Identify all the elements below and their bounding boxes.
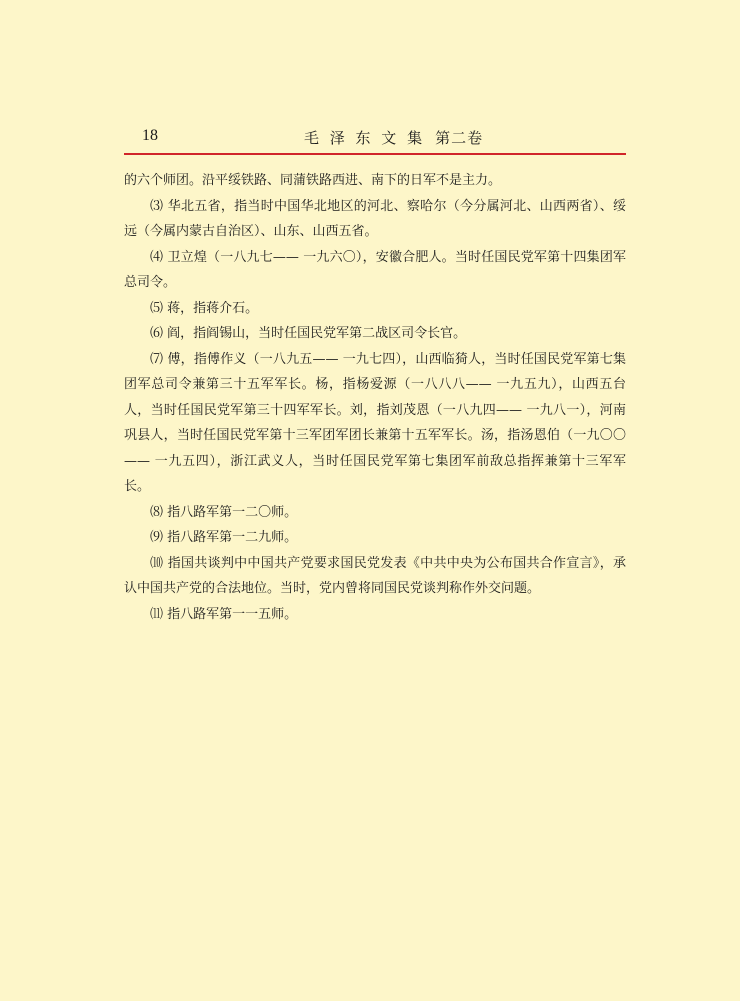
- note-8: ⑻ 指八路军第一二〇师。: [150, 504, 298, 520]
- note-6: ⑹ 阎，指阎锡山，当时任国民党军第二战区司令长官。: [150, 326, 467, 341]
- book-title: 毛 泽 东 文 集: [304, 129, 426, 147]
- note-7: ⑺ 傅，指傅作义（一八九五—— 一九七四），山西临猗人，当时任国民党军第七集团军总司令兼第三十五军军长。杨，指杨爱源（一八八八—— 一九五九），山西五台人，当时任国民党军第三十四军军长。刘，指刘茂恩（一八九四—— 一九八一），河南巩县人，当时任国民党军第十三军团军团长兼第十五军军长。汤，指汤恩伯（一九〇〇—— 一九五四），浙江武义人，当时任国民党军第七集团军前敌总指挥兼第十三军军长。: [124, 351, 626, 494]
- note-3: ⑶ 华北五省，指当时中国华北地区的河北、察哈尔（今分属河北、山西两省）、绥远（今属内蒙古自治区）、山东、山西五省。: [124, 198, 626, 239]
- header-rule: [124, 153, 626, 155]
- note-4: ⑷ 卫立煌（一八九七—— 一九六〇），安徽合肥人。当时任国民党军第十四集团军总司令。: [124, 249, 626, 290]
- page-header: [124, 125, 626, 153]
- note-11: ⑾ 指八路军第一一五师。: [150, 606, 298, 622]
- note-5: ⑸ 蒋，指蒋介石。: [150, 300, 259, 316]
- note-9: ⑼ 指八路军第一二九师。: [150, 530, 298, 545]
- page-number: 18: [142, 127, 158, 144]
- note-continuation: 的六个师团。沿平绥铁路、同蒲铁路西进、南下的日军不是主力。: [124, 173, 502, 188]
- note-10: ⑽ 指国共谈判中中国共产党要求国民党发表《中共中央为公布国共合作宣言》，承认中国共产党的合法地位。当时，党内曾将同国民党谈判称作外交问题。: [124, 555, 626, 596]
- running-title: [304, 127, 483, 148]
- notes-body: [124, 168, 626, 627]
- volume-label: 第二卷: [435, 129, 484, 147]
